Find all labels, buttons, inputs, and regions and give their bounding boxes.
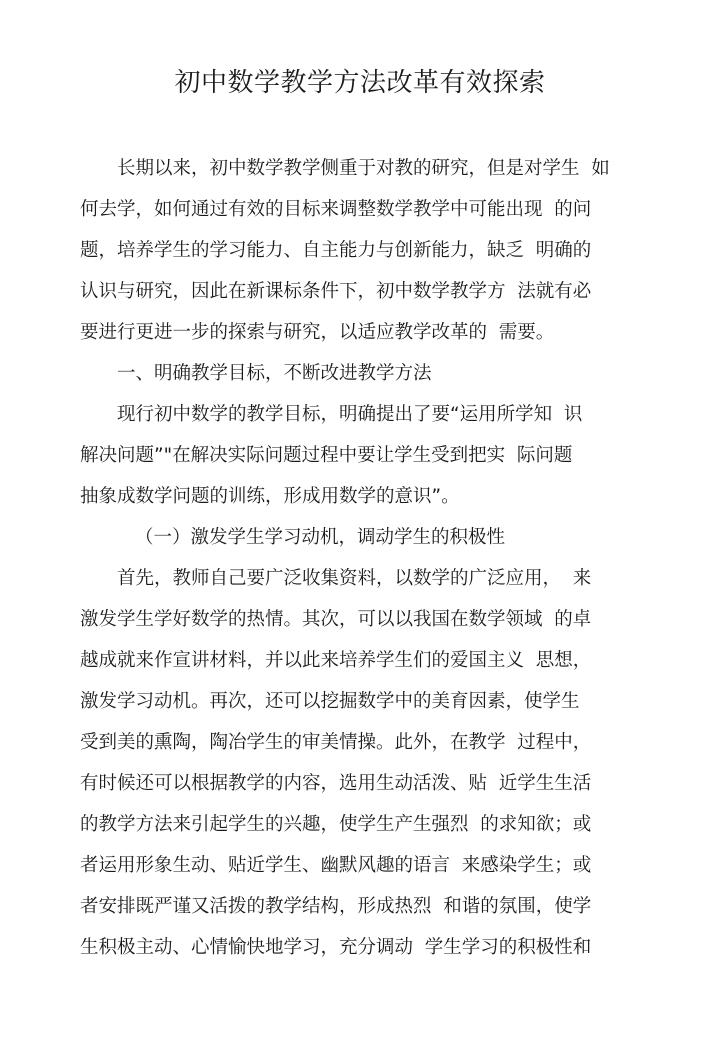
paragraph-line: 何去学，如何通过有效的目标来调整数学教学中可能出现 的问 [80, 199, 592, 220]
document-title: 初中数学教学方法改革有效探索 [174, 68, 546, 98]
paragraph-line: 认识与研究，因此在新课标条件下，初中数学教学方 法就有必 [80, 281, 592, 302]
document-body [80, 148, 646, 968]
subsection-heading: （一）激发学生学习动机，调动学生的积极性 [135, 527, 506, 548]
paragraph-line: 激发学习动机。再次，还可以挖掘数学中的美育因素，使学生 [80, 691, 580, 712]
paragraph-line: 解决问题”"在解决实际问题过程中要让学生受到把实 际问题 [80, 445, 573, 466]
paragraph-line: 抽象成数学问题的训练，形成用数学的意识”。 [80, 486, 460, 507]
section-heading: 一、明确教学目标，不断改进教学方法 [117, 363, 432, 384]
paragraph-line: 首先，教师自己要广泛收集资料，以数学的广泛应用， 来 [117, 568, 592, 589]
paragraph-line: 生积极主动、心情愉快地学习，充分调动 学生学习的积极性和 [80, 937, 592, 958]
paragraph-line: 现行初中数学的教学目标，明确提出了要“运用所学知 识 [117, 404, 583, 425]
paragraph-line: 越成就来作宣讲材料，并以此来培养学生们的爱国主义 思想， [80, 650, 592, 671]
paragraph-line: 的教学方法来引起学生的兴趣，使学生产生强烈 的求知欲；或 [80, 814, 592, 835]
paragraph-line: 者运用形象生动、贴近学生、幽默风趣的语言 来感染学生；或 [80, 855, 592, 876]
paragraph-line: 要进行更进一步的探索与研究，以适应教学改革的 需要。 [80, 322, 555, 343]
paragraph-line: 受到美的熏陶，陶冶学生的审美情操。此外，在教学 过程中， [80, 732, 592, 753]
paragraph-line: 激发学生学好数学的热情。其次，可以以我国在数学领域 的卓 [80, 609, 592, 630]
paragraph-line: 者安排既严谨又活拨的教学结构，形成热烈 和谐的氛围，使学 [80, 896, 592, 917]
paragraph-line: 题，培养学生的学习能力、自主能力与创新能力，缺乏 明确的 [80, 240, 592, 261]
paragraph-line: 有时候还可以根据教学的内容，选用生动活泼、贴 近学生生活 [80, 773, 592, 794]
paragraph-line: 长期以来，初中数学教学侧重于对教的研究，但是对学生 如 [117, 158, 610, 179]
